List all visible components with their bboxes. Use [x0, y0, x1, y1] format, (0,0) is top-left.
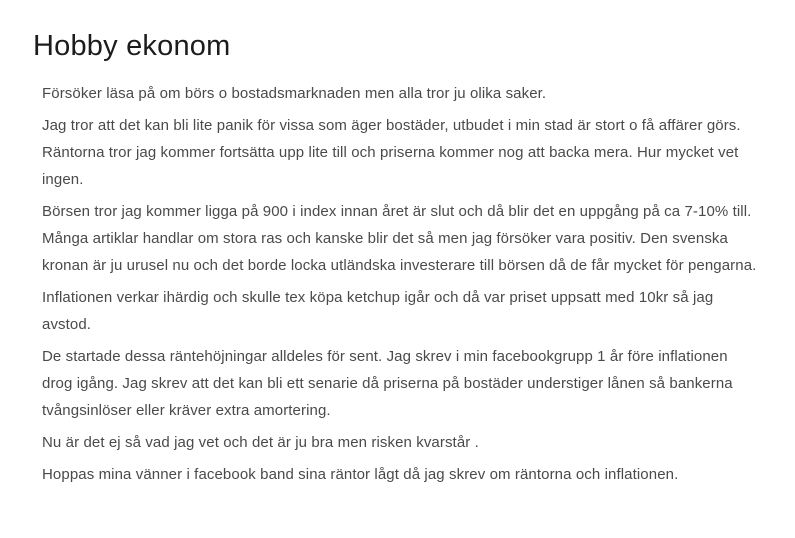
post-paragraph: De startade dessa räntehöjningar alldeles för sent. Jag skrev i min facebookgrupp 1 år före inflationen drog igång. Jag skrev att det kan bli ett senarie då priserna på bostäder understiger lånen så bankerna tvångsinlöser eller kräver extra amortering. [42, 348, 733, 420]
post-paragraph: Nu är det ej så vad jag vet och det är ju bra men risken kvarstår . [42, 434, 479, 452]
post-paragraph: Försöker läsa på om börs o bostadsmarknaden men alla tror ju olika saker. [42, 85, 547, 103]
post-paragraph: Börsen tror jag kommer ligga på 900 i index innan året är slut och då blir det en uppgång på ca 7-10% till. Många artiklar handlar om stora ras och kanske blir det så men jag försöker vara positiv. Den svenska kronan är ju urusel nu och det borde locka utländska investerare till börsen då de får mycket för pengarna. [42, 203, 757, 275]
post-paragraph: Jag tror att det kan bli lite panik för vissa som äger bostäder, utbudet i min stad är stort o få affärer görs. Räntorna tror jag kommer fortsätta upp lite till och priserna kommer nog att backa mera. Hur mycket vet ingen. [42, 117, 741, 189]
post-body [42, 80, 757, 488]
page-title: Hobby ekonom [33, 30, 231, 62]
post-paragraph: Inflationen verkar ihärdig och skulle tex köpa ketchup igår och då var priset uppsatt med 10kr så jag avstod. [42, 289, 714, 334]
post-paragraph: Hoppas mina vänner i facebook band sina räntor lågt då jag skrev om räntorna och inflationen. [42, 466, 679, 484]
